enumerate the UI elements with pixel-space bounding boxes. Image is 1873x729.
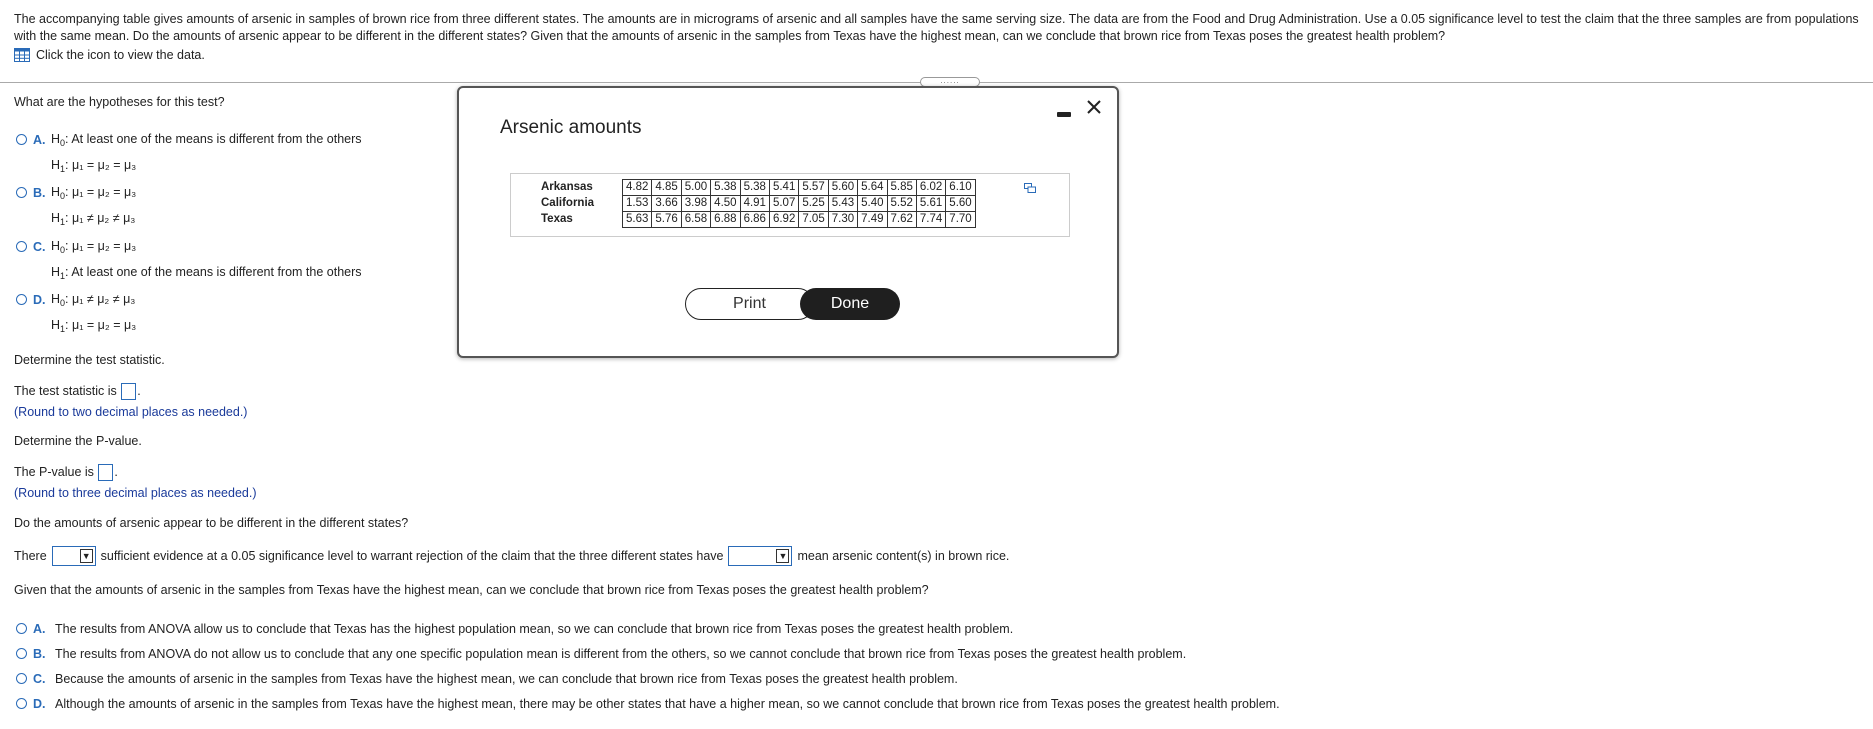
h1-text: At least one of the means is different from the others [71, 265, 362, 279]
q3-prompt: Determine the P-value. [14, 434, 142, 448]
h1-text: μ₁ = μ₂ = μ₃ [72, 318, 137, 332]
table-cell: 5.07 [769, 196, 798, 212]
h0-text: μ₁ ≠ μ₂ ≠ μ₃ [72, 292, 136, 306]
table-cell: 5.63 [623, 212, 652, 228]
q5-option-a[interactable] [16, 622, 1013, 636]
means-dropdown[interactable] [728, 546, 792, 566]
table-cell: 6.88 [711, 212, 740, 228]
radio-button[interactable] [16, 241, 27, 252]
table-cell: 5.60 [946, 196, 975, 212]
table-cell: 3.98 [681, 196, 710, 212]
q1-option-d[interactable]: D. $H_0$: μ₁ ≠ μ₂ ≠ μ₃ $H_1$: μ₁ = μ₂ = μ₃ [16, 293, 136, 340]
table-cell: 5.25 [799, 196, 828, 212]
q2-label: The test statistic is [14, 383, 117, 398]
q3-answer-line: The P-value is . [14, 464, 118, 481]
table-cell: 3.66 [652, 196, 681, 212]
radio-button[interactable] [16, 648, 27, 659]
table-cell: 5.40 [858, 196, 887, 212]
view-data-label[interactable]: Click the icon to view the data. [36, 48, 205, 62]
table-cell: 7.30 [828, 212, 857, 228]
table-cell: 7.70 [946, 212, 975, 228]
table-cell: 5.38 [740, 180, 769, 196]
table-cell: 6.58 [681, 212, 710, 228]
row-label: California [540, 196, 623, 212]
q4-part1: There [14, 549, 47, 563]
q3-hint: (Round to three decimal places as needed.) [14, 486, 257, 500]
chevron-down-icon[interactable]: ▼ [776, 549, 789, 563]
table-cell: 5.85 [887, 180, 916, 196]
table-cell: 6.02 [916, 180, 945, 196]
option-text: Because the amounts of arsenic in the samples from Texas have the highest mean, we can conclude that brown rice from Texas poses the greatest health problem. [55, 672, 958, 686]
table-cell: 5.41 [769, 180, 798, 196]
option-letter: A. [33, 133, 46, 147]
radio-button[interactable] [16, 187, 27, 198]
table-cell: 7.74 [916, 212, 945, 228]
table-cell: 5.00 [681, 180, 710, 196]
option-text: The results from ANOVA do not allow us to conclude that any one specific population mean is different from the others, so we cannot conclude that brown rice from Texas poses the greatest health problem. [55, 647, 1187, 661]
q1-option-c[interactable]: C. $H_0$: μ₁ = μ₂ = μ₃ $H_1$: At least one of the means is different from the others [16, 240, 362, 287]
radio-button[interactable] [16, 698, 27, 709]
table-cell: 7.05 [799, 212, 828, 228]
print-button[interactable]: Print [685, 288, 814, 320]
table-row [540, 212, 975, 228]
option-letter: A. [33, 622, 46, 636]
q5-prompt: Given that the amounts of arsenic in the samples from Texas have the highest mean, can we conclude that brown rice from Texas poses the greatest health problem? [14, 583, 929, 597]
p-value-input[interactable] [98, 464, 113, 481]
table-row [540, 196, 975, 212]
option-letter: B. [33, 186, 46, 200]
q4-answer-line [14, 546, 1009, 566]
q4-part3: mean arsenic content(s) in brown rice. [797, 549, 1010, 563]
h0-text: At least one of the means is different from the others [71, 132, 362, 146]
copy-icon[interactable] [1024, 183, 1036, 193]
h1-text: μ₁ ≠ μ₂ ≠ μ₃ [72, 211, 136, 225]
q1-option-a[interactable]: A. $H_0$: At least one of the means is different from the others $H_1$: μ₁ = μ₂ = μ₃ [16, 133, 362, 180]
table-cell: 7.62 [887, 212, 916, 228]
q1-prompt: What are the hypotheses for this test? [14, 95, 225, 109]
close-icon[interactable] [1085, 98, 1103, 116]
q2-hint: (Round to two decimal places as needed.) [14, 405, 248, 419]
radio-button[interactable] [16, 673, 27, 684]
evidence-dropdown[interactable] [52, 546, 96, 566]
table-cell: 5.60 [828, 180, 857, 196]
table-cell: 4.91 [740, 196, 769, 212]
q2-answer-line: The test statistic is . [14, 383, 141, 400]
option-text: Although the amounts of arsenic in the samples from Texas have the highest mean, there may be other states that have a higher mean, so we cannot conclude that brown rice from Texas poses the greatest health problem. [55, 697, 1280, 711]
radio-button[interactable] [16, 294, 27, 305]
modal-title: Arsenic amounts [500, 117, 642, 138]
h1-text: μ₁ = μ₂ = μ₃ [72, 158, 137, 172]
table-icon[interactable] [14, 48, 30, 62]
table-cell: 5.61 [916, 196, 945, 212]
q2-prompt: Determine the test statistic. [14, 353, 165, 367]
option-text: The results from ANOVA allow us to conclude that Texas has the highest population mean, so we can conclude that brown rice from Texas poses the greatest health problem. [55, 622, 1014, 636]
option-letter: D. [33, 293, 46, 307]
row-label: Texas [540, 212, 623, 228]
q4-part2: sufficient evidence at a 0.05 significance level to warrant rejection of the claim that the three different states have [100, 549, 724, 563]
table-cell: 5.76 [652, 212, 681, 228]
table-cell: 5.57 [799, 180, 828, 196]
table-row [540, 180, 975, 196]
table-cell: 6.10 [946, 180, 975, 196]
table-cell: 1.53 [623, 196, 652, 212]
q1-option-b[interactable]: B. $H_0$: μ₁ = μ₂ = μ₃ $H_1$: μ₁ ≠ μ₂ ≠ μ₃ [16, 186, 136, 233]
view-data-link[interactable] [14, 48, 205, 62]
arsenic-table [540, 179, 976, 228]
table-cell: 5.38 [711, 180, 740, 196]
row-label: Arkansas [540, 180, 623, 196]
minimize-icon[interactable] [1057, 112, 1071, 117]
radio-button[interactable] [16, 623, 27, 634]
resize-handle[interactable]: ...... [920, 77, 980, 87]
q5-option-b[interactable] [16, 647, 1186, 661]
test-statistic-input[interactable] [121, 383, 136, 400]
chevron-down-icon[interactable]: ▼ [80, 549, 93, 563]
h0-text: μ₁ = μ₂ = μ₃ [72, 185, 137, 199]
table-cell: 7.49 [858, 212, 887, 228]
table-cell: 6.92 [769, 212, 798, 228]
table-cell: 4.85 [652, 180, 681, 196]
table-cell: 4.50 [711, 196, 740, 212]
option-letter: C. [33, 240, 46, 254]
q3-label: The P-value is [14, 464, 94, 479]
table-cell: 6.86 [740, 212, 769, 228]
done-button[interactable]: Done [800, 288, 900, 320]
option-letter: D. [33, 697, 46, 711]
q4-prompt: Do the amounts of arsenic appear to be different in the different states? [14, 516, 409, 530]
q5-option-c[interactable] [16, 672, 958, 686]
table-cell: 5.64 [858, 180, 887, 196]
data-modal [457, 86, 1119, 358]
h0-text: μ₁ = μ₂ = μ₃ [72, 239, 137, 253]
table-cell: 5.43 [828, 196, 857, 212]
radio-button[interactable] [16, 134, 27, 145]
option-letter: C. [33, 672, 46, 686]
question-intro: The accompanying table gives amounts of arsenic in samples of brown rice from three different states. The amounts are in micrograms of arsenic and all samples have the same serving size. The data are from the Food and Drug Administration. Use a 0.05 significance level to test the claim that the three samples are from populations with the same mean. Do the amounts of arsenic appear to be different in the different states? Given that the amounts of arsenic in the samples from Texas have the highest mean, can we conclude that brown rice from Texas poses the greatest health problem? [14, 12, 1859, 43]
q5-option-d[interactable] [16, 697, 1280, 711]
option-letter: B. [33, 647, 46, 661]
table-cell: 4.82 [623, 180, 652, 196]
table-cell: 5.52 [887, 196, 916, 212]
data-table-container [510, 173, 1070, 237]
